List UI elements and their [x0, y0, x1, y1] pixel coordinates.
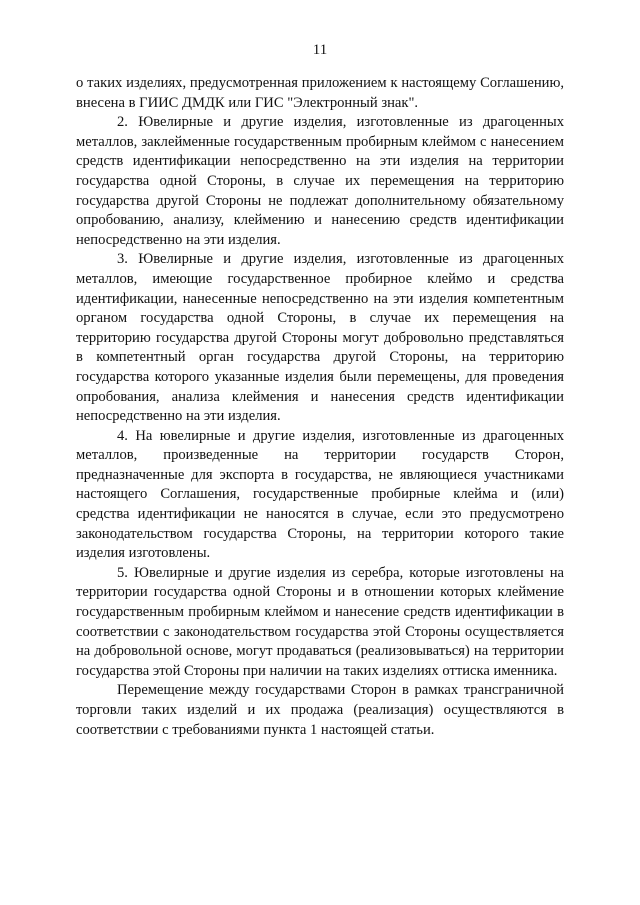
page-number: 11	[312, 42, 328, 58]
paragraph-item-3: 3. Ювелирные и другие изделия, изготовленные из драгоценных металлов, имеющие государственное пробирное клеймо и средства идентификации, нанесенные непосредственно на эти изделия компетентным органом государства одной Стороны, в случае их перемещения на территорию государства другой Стороны могут добровольно представляться в компетентный орган государства другой Стороны, на территорию государства которого указанные изделия были перемещены, для проведения опробования, анализа клеймения и нанесения средств идентификации непосредственно на эти изделия.	[76, 251, 564, 425]
paragraph-item-5: 5. Ювелирные и другие изделия из серебра, которые изготовлены на территории государства одной Стороны и в отношении которых клеймение государственным пробирным клеймом и нанесение средств идентификации в соответствии с законодательством государства этой Стороны осуществляется на добровольной основе, могут продаваться (реализовываться) на территории государства этой Стороны при наличии на таких изделиях оттиска именника.	[76, 564, 564, 679]
paragraph-item-2: 2. Ювелирные и другие изделия, изготовленные из драгоценных металлов, заклейменные государственным пробирным клеймом с нанесением средств идентификации непосредственно на эти изделия на территории государства одной Стороны, в случае их перемещения на территорию государства другой Стороны не подлежат дополнительному обязательному опробованию, анализу, клеймению и нанесению средств идентификации непосредственно на эти изделия.	[76, 114, 564, 248]
paragraph-cross-border-trade: Перемещение между государствами Сторон в рамках трансграничной торговли таких изделий и их продажа (реализация) осуществляются в соответствии с требованиями пункта 1 настоящей статьи.	[76, 682, 564, 738]
paragraph-continuation: о таких изделиях, предусмотренная приложением к настоящему Соглашению, внесена в ГИИС ДМДК или ГИС "Электронный знак".	[76, 75, 564, 111]
paragraph-item-4: 4. На ювелирные и другие изделия, изготовленные из драгоценных металлов, произведенные на территории государств Сторон, предназначенные для экспорта в государства, не являющиеся участниками настоящего Соглашения, государственные пробирные клейма и (или) средства идентификации не наносятся в случае, если это предусмотрено законодательством государства Стороны, на территории которого такие изделия изготовлены.	[76, 427, 564, 562]
document-body	[76, 74, 564, 740]
